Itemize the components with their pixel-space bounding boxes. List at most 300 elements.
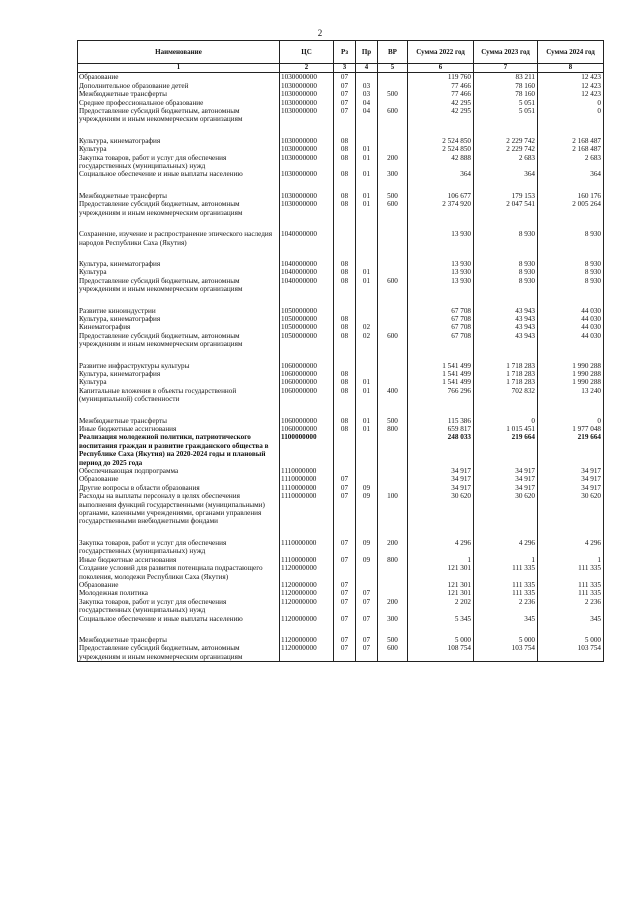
cell-sum-2023: 1 718 283 bbox=[474, 362, 538, 370]
cell-rz bbox=[334, 526, 356, 539]
cell-sum-2022: 67 708 bbox=[408, 323, 474, 331]
cell-vr bbox=[378, 564, 408, 581]
cell-cs: 1120000000 bbox=[280, 564, 334, 581]
cell-sum-2023 bbox=[474, 124, 538, 137]
cell-vr bbox=[378, 349, 408, 362]
cell-sum-2023: 43 943 bbox=[474, 315, 538, 323]
cell-vr bbox=[378, 230, 408, 247]
cell-cs: 1030000000 bbox=[280, 137, 334, 145]
cell-cs: 1060000000 bbox=[280, 425, 334, 433]
cell-rz: 08 bbox=[334, 200, 356, 217]
cell-pr: 02 bbox=[356, 323, 378, 331]
cell-rz: 07 bbox=[334, 644, 356, 661]
cell-cs: 1120000000 bbox=[280, 589, 334, 597]
cell-cs: 1030000000 bbox=[280, 107, 334, 124]
col-header-rz: Рз bbox=[334, 41, 356, 64]
cell-sum-2022 bbox=[408, 217, 474, 230]
cell-vr: 600 bbox=[378, 200, 408, 217]
cell-name: Образование bbox=[78, 73, 280, 82]
cell-pr bbox=[356, 217, 378, 230]
cell-rz: 07 bbox=[334, 556, 356, 564]
cell-name: Закупка товаров, работ и услуг для обеспечения государственных (муниципальных) нужд bbox=[78, 539, 280, 556]
cell-sum-2022: 248 033 bbox=[408, 433, 474, 467]
cell-pr: 07 bbox=[356, 636, 378, 644]
cell-sum-2023: 111 335 bbox=[474, 589, 538, 597]
cell-cs: 1030000000 bbox=[280, 170, 334, 178]
cell-vr bbox=[378, 484, 408, 492]
cell-pr: 04 bbox=[356, 99, 378, 107]
cell-rz bbox=[334, 564, 356, 581]
cell-cs: 1110000000 bbox=[280, 556, 334, 564]
cell-vr bbox=[378, 362, 408, 370]
table-row bbox=[78, 230, 604, 247]
cell-pr bbox=[356, 73, 378, 82]
cell-sum-2022: 34 917 bbox=[408, 484, 474, 492]
cell-cs: 1110000000 bbox=[280, 539, 334, 556]
cell-sum-2024: 219 664 bbox=[538, 433, 604, 467]
cell-sum-2024: 44 030 bbox=[538, 332, 604, 349]
table-row bbox=[78, 170, 604, 178]
cell-cs: 1030000000 bbox=[280, 90, 334, 98]
cell-sum-2023 bbox=[474, 247, 538, 260]
cell-name: Дополнительное образование детей bbox=[78, 82, 280, 90]
cell-pr: 01 bbox=[356, 145, 378, 153]
cell-sum-2024: 111 335 bbox=[538, 564, 604, 581]
cell-cs: 1060000000 bbox=[280, 387, 334, 404]
cell-vr: 500 bbox=[378, 192, 408, 200]
cell-cs: 1030000000 bbox=[280, 145, 334, 153]
cell-name bbox=[78, 294, 280, 307]
cell-pr bbox=[356, 475, 378, 483]
spacer-row bbox=[78, 623, 604, 636]
cell-rz: 08 bbox=[334, 137, 356, 145]
cell-name: Культура bbox=[78, 268, 280, 276]
cell-rz: 07 bbox=[334, 598, 356, 615]
cell-sum-2022: 67 708 bbox=[408, 307, 474, 315]
cell-vr: 400 bbox=[378, 387, 408, 404]
cell-name: Обеспечивающая подпрограмма bbox=[78, 467, 280, 475]
cell-cs: 1050000000 bbox=[280, 307, 334, 315]
cell-cs: 1110000000 bbox=[280, 467, 334, 475]
cell-cs: 1040000000 bbox=[280, 277, 334, 294]
col-number: 1 bbox=[78, 64, 280, 73]
cell-sum-2023: 1 718 283 bbox=[474, 370, 538, 378]
cell-sum-2022: 659 817 bbox=[408, 425, 474, 433]
cell-cs: 1030000000 bbox=[280, 82, 334, 90]
cell-cs bbox=[280, 349, 334, 362]
table-row bbox=[78, 315, 604, 323]
table-row bbox=[78, 268, 604, 276]
cell-sum-2024: 2 168 487 bbox=[538, 137, 604, 145]
cell-rz bbox=[334, 362, 356, 370]
cell-sum-2022 bbox=[408, 124, 474, 137]
cell-sum-2023: 8 930 bbox=[474, 230, 538, 247]
cell-sum-2024: 345 bbox=[538, 615, 604, 623]
cell-rz bbox=[334, 307, 356, 315]
cell-pr bbox=[356, 294, 378, 307]
cell-cs bbox=[280, 247, 334, 260]
cell-rz: 07 bbox=[334, 82, 356, 90]
cell-pr: 09 bbox=[356, 492, 378, 526]
cell-sum-2022 bbox=[408, 623, 474, 636]
cell-pr: 01 bbox=[356, 387, 378, 404]
cell-cs: 1110000000 bbox=[280, 484, 334, 492]
cell-vr bbox=[378, 404, 408, 417]
cell-sum-2024: 13 240 bbox=[538, 387, 604, 404]
table-row bbox=[78, 200, 604, 217]
cell-sum-2023: 43 943 bbox=[474, 332, 538, 349]
cell-sum-2023: 0 bbox=[474, 417, 538, 425]
cell-name: Молодежная политика bbox=[78, 589, 280, 597]
table-row bbox=[78, 145, 604, 153]
cell-name: Закупка товаров, работ и услуг для обеспечения государственных (муниципальных) нужд bbox=[78, 598, 280, 615]
cell-name: Предоставление субсидий бюджетным, автономным учреждениям и иным некоммерческим организациям bbox=[78, 644, 280, 661]
cell-sum-2024: 2 168 487 bbox=[538, 145, 604, 153]
cell-name: Реализация молодежной политики, патриотического воспитания граждан и развитие гражданского общества в Республике Саха (Якутия) на 2020-2024 годы и плановый период до 2025 года bbox=[78, 433, 280, 467]
cell-name bbox=[78, 623, 280, 636]
cell-sum-2022: 1 541 499 bbox=[408, 370, 474, 378]
cell-pr bbox=[356, 230, 378, 247]
table-row bbox=[78, 107, 604, 124]
cell-pr bbox=[356, 260, 378, 268]
cell-sum-2024: 1 990 288 bbox=[538, 378, 604, 386]
table-row bbox=[78, 484, 604, 492]
col-number: 6 bbox=[408, 64, 474, 73]
cell-cs bbox=[280, 179, 334, 192]
cell-name: Расходы на выплаты персоналу в целях обеспечения выполнения функций государственными (муниципальными) органами, казенными учреждениями, органами управления государственными внебюджетными фондами bbox=[78, 492, 280, 526]
cell-name: Развитие инфраструктуры культуры bbox=[78, 362, 280, 370]
cell-vr bbox=[378, 467, 408, 475]
cell-vr bbox=[378, 526, 408, 539]
cell-sum-2024: 12 423 bbox=[538, 82, 604, 90]
cell-sum-2024: 30 620 bbox=[538, 492, 604, 526]
cell-sum-2024: 1 990 288 bbox=[538, 370, 604, 378]
cell-name: Межбюджетные трансферты bbox=[78, 90, 280, 98]
cell-vr: 600 bbox=[378, 644, 408, 661]
cell-sum-2022 bbox=[408, 526, 474, 539]
cell-name: Межбюджетные трансферты bbox=[78, 417, 280, 425]
spacer-row bbox=[78, 179, 604, 192]
cell-name: Создание условий для развития потенциала подрастающего поколения, молодежи Республики Саха (Якутия) bbox=[78, 564, 280, 581]
cell-pr: 04 bbox=[356, 107, 378, 124]
cell-cs bbox=[280, 217, 334, 230]
table-row bbox=[78, 475, 604, 483]
cell-sum-2024: 1 bbox=[538, 556, 604, 564]
col-number: 3 bbox=[334, 64, 356, 73]
cell-pr: 01 bbox=[356, 154, 378, 171]
cell-rz: 07 bbox=[334, 636, 356, 644]
cell-name bbox=[78, 404, 280, 417]
cell-cs bbox=[280, 294, 334, 307]
table-row bbox=[78, 90, 604, 98]
cell-cs: 1120000000 bbox=[280, 644, 334, 661]
cell-sum-2022: 34 917 bbox=[408, 467, 474, 475]
cell-sum-2023: 5 051 bbox=[474, 99, 538, 107]
cell-rz: 08 bbox=[334, 425, 356, 433]
cell-rz: 07 bbox=[334, 99, 356, 107]
cell-vr bbox=[378, 73, 408, 82]
cell-rz: 07 bbox=[334, 615, 356, 623]
cell-sum-2024: 0 bbox=[538, 417, 604, 425]
cell-rz bbox=[334, 349, 356, 362]
cell-sum-2023 bbox=[474, 404, 538, 417]
cell-rz: 07 bbox=[334, 539, 356, 556]
cell-name: Кинематография bbox=[78, 323, 280, 331]
cell-sum-2022: 108 754 bbox=[408, 644, 474, 661]
spacer-row bbox=[78, 217, 604, 230]
cell-name: Образование bbox=[78, 475, 280, 483]
cell-cs: 1030000000 bbox=[280, 99, 334, 107]
table-row bbox=[78, 154, 604, 171]
header-row bbox=[78, 41, 604, 64]
cell-name: Развитие киноиндустрии bbox=[78, 307, 280, 315]
cell-pr: 03 bbox=[356, 90, 378, 98]
cell-pr: 01 bbox=[356, 277, 378, 294]
cell-pr bbox=[356, 404, 378, 417]
cell-sum-2023: 219 664 bbox=[474, 433, 538, 467]
cell-pr: 01 bbox=[356, 268, 378, 276]
cell-vr bbox=[378, 589, 408, 597]
table-row bbox=[78, 589, 604, 597]
cell-sum-2024: 8 930 bbox=[538, 277, 604, 294]
cell-sum-2023: 34 917 bbox=[474, 467, 538, 475]
cell-sum-2024 bbox=[538, 404, 604, 417]
cell-sum-2022: 121 301 bbox=[408, 564, 474, 581]
cell-cs: 1120000000 bbox=[280, 636, 334, 644]
spacer-row bbox=[78, 294, 604, 307]
cell-sum-2022: 121 301 bbox=[408, 589, 474, 597]
col-header-2022: Сумма 2022 год bbox=[408, 41, 474, 64]
budget-table bbox=[77, 40, 604, 662]
cell-vr: 300 bbox=[378, 615, 408, 623]
cell-vr bbox=[378, 315, 408, 323]
cell-sum-2023: 1 bbox=[474, 556, 538, 564]
col-header-name: Наименование bbox=[78, 41, 280, 64]
cell-pr: 03 bbox=[356, 82, 378, 90]
col-number: 4 bbox=[356, 64, 378, 73]
table-row bbox=[78, 598, 604, 615]
cell-pr bbox=[356, 581, 378, 589]
cell-sum-2024: 8 930 bbox=[538, 230, 604, 247]
cell-sum-2023: 34 917 bbox=[474, 475, 538, 483]
cell-cs: 1060000000 bbox=[280, 417, 334, 425]
cell-pr: 01 bbox=[356, 378, 378, 386]
cell-sum-2022: 13 930 bbox=[408, 260, 474, 268]
column-number-row bbox=[78, 64, 604, 73]
cell-vr: 800 bbox=[378, 556, 408, 564]
cell-cs bbox=[280, 404, 334, 417]
cell-pr bbox=[356, 137, 378, 145]
cell-name: Культура, кинематография bbox=[78, 137, 280, 145]
cell-rz bbox=[334, 404, 356, 417]
col-number: 7 bbox=[474, 64, 538, 73]
cell-sum-2023: 8 930 bbox=[474, 260, 538, 268]
cell-name: Сохранение, изучение и распространение эпического наследия народов Республики Саха (Якутия) bbox=[78, 230, 280, 247]
table-row bbox=[78, 260, 604, 268]
spacer-row bbox=[78, 124, 604, 137]
cell-sum-2024: 0 bbox=[538, 99, 604, 107]
cell-vr bbox=[378, 124, 408, 137]
cell-sum-2022: 5 345 bbox=[408, 615, 474, 623]
cell-cs: 1030000000 bbox=[280, 192, 334, 200]
cell-sum-2023: 2 683 bbox=[474, 154, 538, 171]
cell-vr bbox=[378, 307, 408, 315]
spacer-row bbox=[78, 349, 604, 362]
cell-name: Другие вопросы в области образования bbox=[78, 484, 280, 492]
cell-rz: 07 bbox=[334, 107, 356, 124]
table-row bbox=[78, 277, 604, 294]
cell-vr bbox=[378, 99, 408, 107]
cell-sum-2022: 13 930 bbox=[408, 268, 474, 276]
cell-sum-2023: 2 229 742 bbox=[474, 145, 538, 153]
cell-sum-2023: 702 832 bbox=[474, 387, 538, 404]
cell-name bbox=[78, 217, 280, 230]
cell-rz: 08 bbox=[334, 192, 356, 200]
cell-sum-2023: 364 bbox=[474, 170, 538, 178]
cell-pr: 01 bbox=[356, 417, 378, 425]
cell-rz: 07 bbox=[334, 484, 356, 492]
cell-cs: 1040000000 bbox=[280, 268, 334, 276]
cell-pr: 09 bbox=[356, 556, 378, 564]
cell-sum-2022: 2 524 850 bbox=[408, 137, 474, 145]
cell-sum-2024: 2 005 264 bbox=[538, 200, 604, 217]
cell-vr: 500 bbox=[378, 417, 408, 425]
cell-name bbox=[78, 526, 280, 539]
cell-sum-2022: 2 202 bbox=[408, 598, 474, 615]
cell-name: Капитальные вложения в объекты государственной (муниципальной) собственности bbox=[78, 387, 280, 404]
cell-vr bbox=[378, 475, 408, 483]
cell-sum-2023 bbox=[474, 623, 538, 636]
cell-name: Иные бюджетные ассигнования bbox=[78, 425, 280, 433]
table-row bbox=[78, 467, 604, 475]
cell-sum-2022: 115 386 bbox=[408, 417, 474, 425]
cell-cs: 1120000000 bbox=[280, 598, 334, 615]
cell-sum-2024: 111 335 bbox=[538, 581, 604, 589]
cell-sum-2024: 44 030 bbox=[538, 315, 604, 323]
table-row bbox=[78, 307, 604, 315]
cell-sum-2024: 44 030 bbox=[538, 323, 604, 331]
cell-rz bbox=[334, 217, 356, 230]
table-row bbox=[78, 425, 604, 433]
cell-pr bbox=[356, 315, 378, 323]
table-row bbox=[78, 433, 604, 467]
cell-rz: 08 bbox=[334, 332, 356, 349]
cell-sum-2023: 103 754 bbox=[474, 644, 538, 661]
cell-pr: 02 bbox=[356, 332, 378, 349]
table-row bbox=[78, 636, 604, 644]
cell-rz bbox=[334, 124, 356, 137]
cell-vr bbox=[378, 370, 408, 378]
cell-sum-2022: 106 677 bbox=[408, 192, 474, 200]
cell-rz bbox=[334, 433, 356, 467]
cell-sum-2023 bbox=[474, 349, 538, 362]
cell-name: Образование bbox=[78, 581, 280, 589]
cell-vr bbox=[378, 581, 408, 589]
page-number: 2 bbox=[317, 28, 323, 38]
cell-cs: 1040000000 bbox=[280, 260, 334, 268]
cell-pr: 07 bbox=[356, 598, 378, 615]
cell-pr bbox=[356, 307, 378, 315]
cell-rz: 08 bbox=[334, 378, 356, 386]
cell-cs: 1060000000 bbox=[280, 362, 334, 370]
cell-pr bbox=[356, 247, 378, 260]
cell-sum-2023: 111 335 bbox=[474, 581, 538, 589]
cell-name bbox=[78, 247, 280, 260]
cell-sum-2022: 30 620 bbox=[408, 492, 474, 526]
table-row bbox=[78, 362, 604, 370]
cell-vr: 800 bbox=[378, 425, 408, 433]
cell-sum-2022: 119 760 bbox=[408, 73, 474, 82]
cell-rz: 08 bbox=[334, 145, 356, 153]
cell-cs: 1060000000 bbox=[280, 378, 334, 386]
cell-sum-2023: 2 229 742 bbox=[474, 137, 538, 145]
table-row bbox=[78, 539, 604, 556]
cell-cs bbox=[280, 526, 334, 539]
cell-pr: 07 bbox=[356, 644, 378, 661]
cell-vr: 200 bbox=[378, 598, 408, 615]
table-row bbox=[78, 332, 604, 349]
cell-sum-2022 bbox=[408, 294, 474, 307]
spacer-row bbox=[78, 404, 604, 417]
cell-vr: 600 bbox=[378, 277, 408, 294]
cell-sum-2022: 1 541 499 bbox=[408, 362, 474, 370]
cell-rz: 08 bbox=[334, 170, 356, 178]
table-row bbox=[78, 556, 604, 564]
cell-rz: 08 bbox=[334, 277, 356, 294]
cell-vr: 500 bbox=[378, 90, 408, 98]
cell-name: Закупка товаров, работ и услуг для обеспечения государственных (муниципальных) нужд bbox=[78, 154, 280, 171]
cell-sum-2023 bbox=[474, 179, 538, 192]
cell-cs: 1030000000 bbox=[280, 154, 334, 171]
cell-cs: 1050000000 bbox=[280, 323, 334, 331]
cell-cs: 1060000000 bbox=[280, 370, 334, 378]
cell-sum-2023: 1 015 451 bbox=[474, 425, 538, 433]
cell-pr bbox=[356, 433, 378, 467]
cell-sum-2024 bbox=[538, 623, 604, 636]
cell-sum-2023: 179 153 bbox=[474, 192, 538, 200]
cell-vr: 300 bbox=[378, 170, 408, 178]
cell-rz: 07 bbox=[334, 581, 356, 589]
cell-name: Социальное обеспечение и иные выплаты населению bbox=[78, 170, 280, 178]
cell-sum-2024: 5 000 bbox=[538, 636, 604, 644]
cell-sum-2024: 34 917 bbox=[538, 467, 604, 475]
cell-sum-2024: 12 423 bbox=[538, 73, 604, 82]
cell-rz: 07 bbox=[334, 90, 356, 98]
cell-rz bbox=[334, 623, 356, 636]
cell-pr bbox=[356, 124, 378, 137]
cell-rz: 08 bbox=[334, 154, 356, 171]
cell-name: Культура, кинематография bbox=[78, 370, 280, 378]
cell-vr: 100 bbox=[378, 492, 408, 526]
cell-rz bbox=[334, 294, 356, 307]
cell-sum-2023: 1 718 283 bbox=[474, 378, 538, 386]
col-header-2023: Сумма 2023 год bbox=[474, 41, 538, 64]
col-number: 5 bbox=[378, 64, 408, 73]
table-row bbox=[78, 564, 604, 581]
cell-rz: 07 bbox=[334, 73, 356, 82]
cell-cs: 1050000000 bbox=[280, 332, 334, 349]
cell-sum-2023: 30 620 bbox=[474, 492, 538, 526]
col-number: 2 bbox=[280, 64, 334, 73]
cell-sum-2024: 0 bbox=[538, 107, 604, 124]
table-row bbox=[78, 323, 604, 331]
table-row bbox=[78, 615, 604, 623]
cell-cs bbox=[280, 623, 334, 636]
cell-pr: 01 bbox=[356, 200, 378, 217]
cell-sum-2022: 67 708 bbox=[408, 332, 474, 349]
table-row bbox=[78, 137, 604, 145]
cell-pr: 01 bbox=[356, 170, 378, 178]
